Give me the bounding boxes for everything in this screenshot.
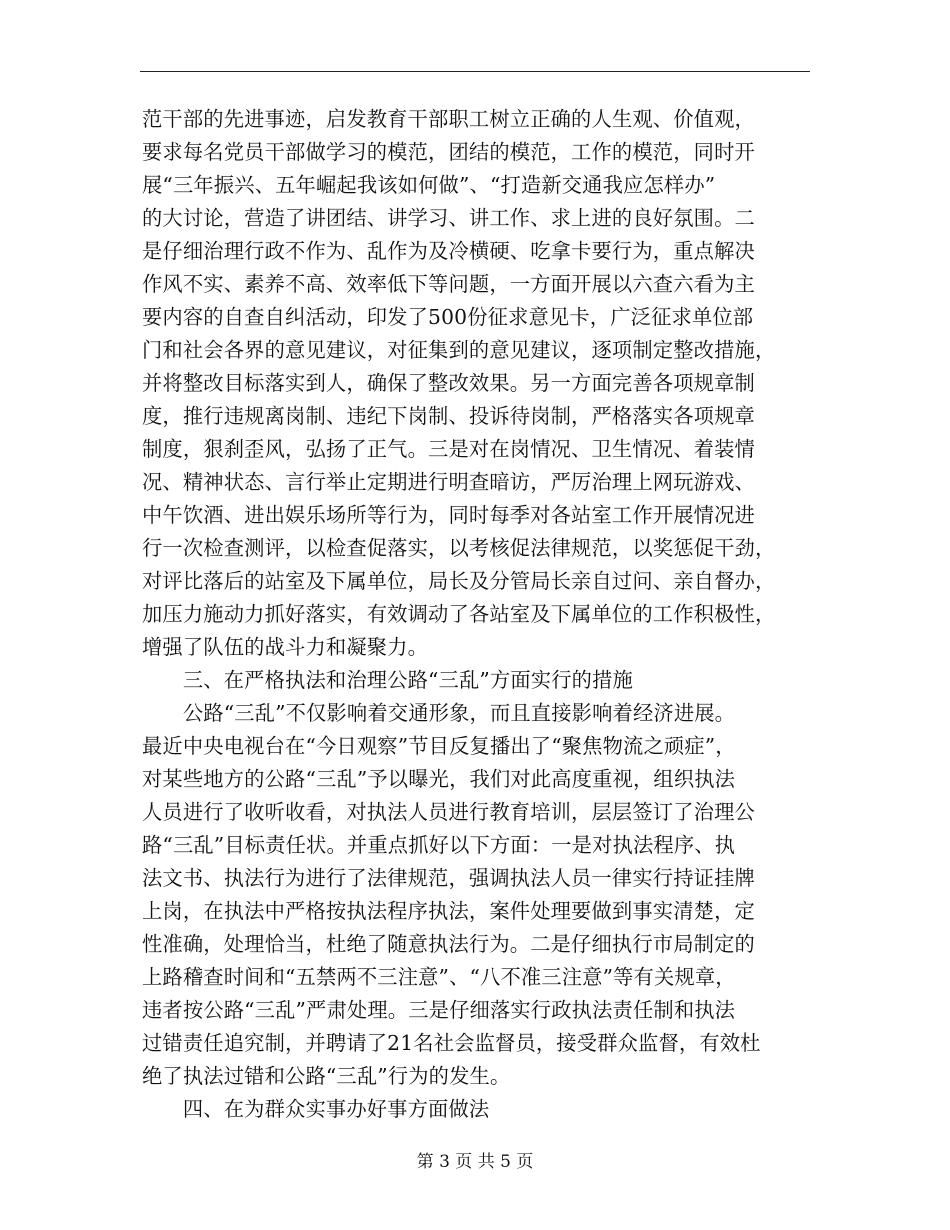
text-line: 况、精神状态、言行举止定期进行明查暗访，严厉治理上网玩游戏、 — [142, 470, 755, 494]
text-line: 最近中央电视台在“今日观察”节目反复播出了“聚焦物流之顽症”， — [142, 734, 736, 758]
text-line: 范干部的先进事迹，启发教育干部职工树立正确的人生观、价值观， — [142, 107, 755, 131]
text-line: 要求每名党员干部做学习的模范，团结的模范，工作的模范，同时开 — [142, 140, 755, 164]
text-line: 违者按公路“三乱”严肃处理。三是仔细落实行政执法责任制和执法 — [142, 998, 736, 1022]
section-heading: 三、在严格执法和治理公路“三乱”方面实行的措施 — [142, 668, 633, 692]
text-line: 度，推行违规离岗制、违纪下岗制、投诉待岗制，严格落实各项规章 — [142, 404, 755, 428]
text-line: 制度，狠刹歪风，弘扬了正气。三是对在岗情况、卫生情况、着装情 — [142, 437, 755, 461]
text-line: 作风不实、素养不高、效率低下等问题，一方面开展以六查六看为主 — [142, 272, 755, 296]
text-line: 加压力施动力抓好落实，有效调动了各站室及下属单位的工作积极性， — [142, 602, 776, 626]
header-rule — [140, 71, 810, 72]
text-line: 法文书、执法行为进行了法律规范，强调执法人员一律实行持证挂牌 — [142, 866, 755, 890]
text-line: 是仔细治理行政不作为、乱作为及冷横硬、吃拿卡要行为，重点解决 — [142, 239, 755, 263]
text-line: 上岗，在执法中严格按执法程序执法，案件处理要做到事实清楚，定 — [142, 899, 755, 923]
text-line: 对评比落后的站室及下属单位，局长及分管局长亲自过问、亲自督办， — [142, 569, 776, 593]
text-line: 绝了执法过错和公路“三乱”行为的发生。 — [142, 1064, 511, 1088]
body-text — [142, 103, 810, 1126]
text-line: 中午饮酒、进出娱乐场所等行为，同时每季对各站室工作开展情况进 — [142, 503, 755, 527]
section-heading: 四、在为群众实事办好事方面做法 — [142, 1097, 490, 1121]
text-line: 人员进行了收听收看，对执法人员进行教育培训，层层签订了治理公 — [142, 800, 755, 824]
text-line: 上路稽查时间和“五禁两不三注意”、“八不准三注意”等有关规章， — [142, 965, 736, 989]
text-line: 的大讨论，营造了讲团结、讲学习、讲工作、求上进的良好氛围。二 — [142, 206, 755, 230]
text-line: 过错责任追究制，并聘请了21名社会监督员，接受群众监督，有效杜 — [142, 1031, 761, 1055]
text-line: 展“三年振兴、五年崛起我该如何做”、“打造新交通我应怎样办” — [142, 173, 716, 197]
text-line: 行一次检查测评，以检查促落实，以考核促法律规范，以奖惩促干劲， — [142, 536, 776, 560]
text-line: 要内容的自查自纠活动，印发了500份征求意见卡，广泛征求单位部 — [142, 305, 754, 329]
page-number-footer: 第 3 页 共 5 页 — [416, 1152, 534, 1172]
text-line: 性准确，处理恰当，杜绝了随意执法行为。二是仔细执行市局制定的 — [142, 932, 755, 956]
text-line: 路“三乱”目标责任状。并重点抓好以下方面：一是对执法程序、执 — [142, 833, 736, 857]
text-line: 增强了队伍的战斗力和凝聚力。 — [142, 635, 429, 659]
text-line: 门和社会各界的意见建议，对征集到的意见建议，逐项制定整改措施， — [142, 338, 776, 362]
text-line: 并将整改目标落实到人，确保了整改效果。另一方面完善各项规章制 — [142, 371, 755, 395]
text-line: 公路“三乱”不仅影响着交通形象，而且直接影响着经济进展。 — [142, 701, 736, 725]
text-line: 对某些地方的公路“三乱”予以曝光，我们对此高度重视，组织执法 — [142, 767, 736, 791]
